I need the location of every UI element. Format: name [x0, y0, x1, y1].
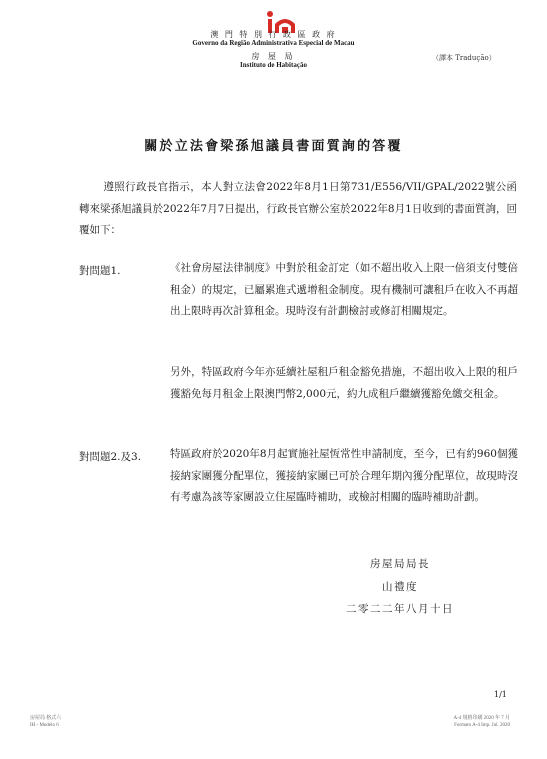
- answer-2-3-paragraph: 特區政府於2020年8月起實施社屋恆常性申請制度，至今，已有約960個獲接納家團獲分配單位，獲接納家團已可於合理年期內獲分配單位，故現時沒有考慮為該等家團設立住屋臨時補助，或檢討相關的臨時補助計劃。: [170, 448, 518, 503]
- signature-position: 房屋局局長: [370, 558, 430, 570]
- signature-name: 山禮度: [382, 581, 418, 593]
- translation-note: （譯本 Tradução）: [432, 54, 496, 62]
- document-title: 關於立法會梁孫旭議員書面質詢的答覆: [144, 139, 403, 154]
- government-name-portuguese: Governo da Região Administrativa Especial de Macau: [192, 39, 355, 47]
- footer-right-line-2: Formato A-4 Imp. Jul. 2020: [454, 723, 510, 728]
- footer-left-line-2: IH - Modelo 6: [30, 723, 59, 728]
- page-number: 1/1: [494, 690, 507, 699]
- answer-2-3-label: 對問題2.及3.: [79, 451, 142, 463]
- answer-1-paragraph-2: 另外，特區政府今年亦延續社屋租戶租金豁免措施，不超出收入上限的租戶獲豁免每月租金上限澳門幣2,000元，約九成租戶繼續獲豁免繳交租金。: [170, 366, 518, 400]
- answer-1-paragraph-1: 《社會房屋法律制度》中對於租金訂定（如不超出收入上限一倍須支付雙倍租金）的規定，已屬累進式遞增租金制度。現有機制可讓租戶在收入不再超出上限時再次計算租金。現時沒有計劃檢討或修訂相關規定。: [170, 262, 518, 317]
- intro-text: 遵照行政長官指示，本人對立法會2022年8月1日第731/E556/VII/GPAL/2022號公函轉來梁孫旭議員於2022年7月7日提出，行政長官辦公室於2022年8月1日收到的書面質詢，回覆如下：: [79, 181, 517, 236]
- answer-1-label: 對問題1.: [79, 265, 121, 277]
- intro-paragraph: [79, 177, 517, 242]
- institute-name-portuguese: Instituto de Habitação: [240, 61, 307, 69]
- footer-right: [420, 715, 510, 729]
- footer-left: [30, 715, 61, 729]
- government-name-chinese: 澳 門 特 別 行 政 區 政 府: [210, 30, 337, 39]
- footer-right-line-1: A-4 規格印刷 2020 年 7 月: [453, 716, 510, 721]
- footer-left-line-1: 房屋局 格式六: [30, 716, 62, 721]
- signature-date: 二零二二年八月十日: [346, 603, 454, 615]
- institute-name-chinese: 房 屋 局: [251, 52, 296, 61]
